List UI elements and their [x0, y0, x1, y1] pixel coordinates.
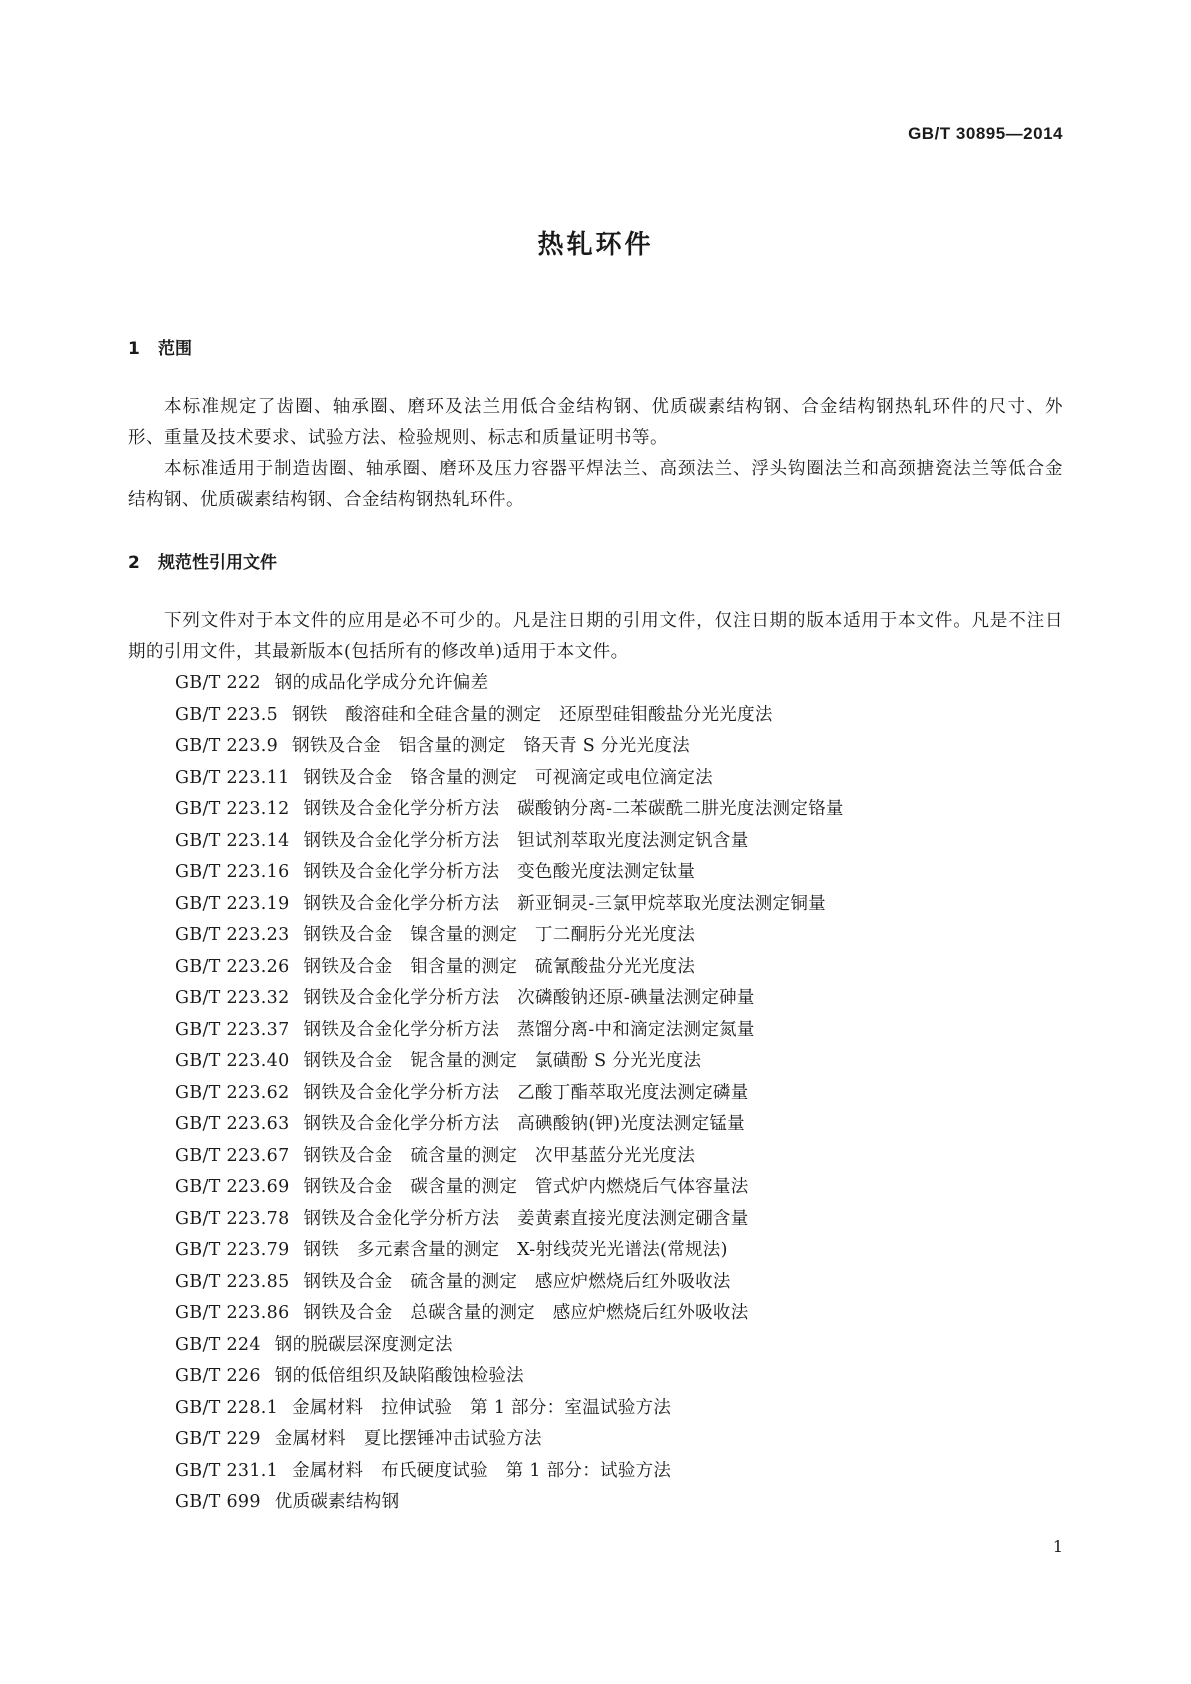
reference-code: GB/T 223.37: [175, 1019, 290, 1040]
reference-item: [175, 668, 844, 700]
reference-title: 钢铁及合金化学分析方法 蒸馏分离-中和滴定法测定氮量: [303, 1019, 755, 1040]
reference-item: [175, 1298, 844, 1330]
reference-title: 钢铁及合金 总碳含量的测定 感应炉燃烧后红外吸收法: [303, 1303, 749, 1323]
reference-title: 钢铁及合金 铬含量的测定 可视滴定或电位滴定法: [303, 767, 713, 788]
reference-title: 钢铁及合金化学分析方法 碳酸钠分离-二苯碳酰二肼光度法测定铬量: [303, 799, 844, 819]
reference-code: GB/T 223.67: [175, 1145, 290, 1166]
reference-code: GB/T 226: [175, 1366, 261, 1386]
reference-code: GB/T 224: [175, 1334, 261, 1355]
section-2-title: 规范性引用文件: [158, 553, 277, 573]
reference-code: GB/T 223.12: [175, 799, 290, 819]
reference-item: [175, 1078, 844, 1110]
section-1-title: 范围: [158, 339, 192, 359]
reference-title: 金属材料 夏比摆锤冲击试验方法: [274, 1429, 542, 1449]
reference-code: GB/T 223.23: [175, 925, 290, 945]
reference-title: 钢的低倍组织及缺陷酸蚀检验法: [274, 1366, 524, 1386]
reference-title: 钢的成品化学成分允许偏差: [274, 673, 489, 693]
section-1-paragraph: 本标准规定了齿圈、轴承圈、磨环及法兰用低合金结构钢、优质碳素结构钢、合金结构钢热轧环件的尺寸、外形、重量及技术要求、试验方法、检验规则、标志和质量证明书等。: [128, 397, 1063, 448]
section-1-paragraph: 本标准适用于制造齿圈、轴承圈、磨环及压力容器平焊法兰、高颈法兰、浮头钩圈法兰和高颈搪瓷法兰等低合金结构钢、优质碳素结构钢、合金结构钢热轧环件。: [128, 459, 1063, 510]
reference-title: 钢铁及合金 硫含量的测定 次甲基蓝分光光度法: [303, 1145, 696, 1166]
reference-item: [175, 1109, 844, 1141]
reference-title: 钢铁及合金化学分析方法 新亚铜灵-三氯甲烷萃取光度法测定铜量: [303, 893, 826, 914]
reference-item: [175, 1235, 844, 1267]
reference-item: [175, 826, 844, 858]
section-2-intro: 下列文件对于本文件的应用是必不可少的。凡是注日期的引用文件，仅注日期的版本适用于本文件。凡是不注日期的引用文件，其最新版本(包括所有的修改单)适用于本文件。: [128, 611, 1063, 662]
reference-item: [175, 763, 844, 795]
reference-title: 钢铁 多元素含量的测定 X-射线荧光光谱法(常规法): [303, 1240, 728, 1260]
reference-item: [175, 1015, 844, 1047]
reference-code: GB/T 223.86: [175, 1303, 290, 1323]
reference-code: GB/T 231.1: [175, 1460, 279, 1481]
reference-code: GB/T 223.78: [175, 1208, 290, 1229]
reference-code: GB/T 223.9: [175, 736, 279, 756]
reference-title: 金属材料 布氏硬度试验 第 1 部分：试验方法: [292, 1460, 672, 1481]
reference-code: GB/T 222: [175, 673, 261, 693]
reference-title: 钢铁及合金化学分析方法 次磷酸钠还原-碘量法测定砷量: [303, 988, 755, 1008]
reference-code: GB/T 223.11: [175, 767, 290, 788]
reference-code: GB/T 223.16: [175, 862, 290, 882]
section-1-heading: [128, 334, 192, 359]
section-2-heading: [128, 548, 277, 573]
reference-title: 钢铁及合金 钼含量的测定 硫氰酸盐分光光度法: [303, 956, 696, 977]
reference-title: 金属材料 拉伸试验 第 1 部分：室温试验方法: [292, 1397, 672, 1418]
reference-code: GB/T 223.85: [175, 1271, 290, 1292]
standard-code: GB/T 30895—2014: [908, 124, 1063, 143]
reference-title: 钢铁及合金 铌含量的测定 氯磺酚 S 分光光度法: [303, 1051, 702, 1071]
document-title: 热轧环件: [537, 230, 654, 260]
reference-item: [175, 1361, 844, 1393]
reference-item: [175, 794, 844, 826]
reference-code: GB/T 699: [175, 1492, 261, 1512]
reference-title: 优质碳素结构钢: [274, 1492, 400, 1512]
section-1-number: 1: [128, 339, 140, 359]
reference-item: [175, 1267, 844, 1299]
reference-code: GB/T 223.79: [175, 1240, 290, 1260]
reference-item: [175, 857, 844, 889]
reference-code: GB/T 223.69: [175, 1177, 290, 1197]
reference-item: [175, 952, 844, 984]
reference-item: [175, 1393, 844, 1425]
reference-title: 钢铁及合金 硫含量的测定 感应炉燃烧后红外吸收法: [303, 1271, 731, 1292]
page-number: 1: [1052, 1537, 1063, 1556]
section-2-number: 2: [128, 553, 140, 573]
reference-code: GB/T 229: [175, 1429, 261, 1449]
reference-item: [175, 889, 844, 921]
reference-list: [175, 668, 844, 1519]
reference-item: [175, 700, 844, 732]
reference-title: 钢铁 酸溶硅和全硅含量的测定 还原型硅钼酸盐分光光度法: [292, 704, 773, 725]
reference-code: GB/T 223.14: [175, 830, 290, 851]
reference-title: 钢的脱碳层深度测定法: [274, 1334, 453, 1355]
reference-title: 钢铁及合金化学分析方法 姜黄素直接光度法测定硼含量: [303, 1208, 749, 1229]
reference-title: 钢铁及合金化学分析方法 乙酸丁酯萃取光度法测定磷量: [303, 1082, 749, 1103]
reference-item: [175, 1172, 844, 1204]
reference-item: [175, 1330, 844, 1362]
reference-code: GB/T 223.26: [175, 956, 290, 977]
reference-item: [175, 1424, 844, 1456]
reference-item: [175, 983, 844, 1015]
reference-title: 钢铁及合金化学分析方法 高碘酸钠(钾)光度法测定锰量: [303, 1114, 745, 1134]
reference-item: [175, 1046, 844, 1078]
reference-item: [175, 1141, 844, 1173]
reference-item: [175, 731, 844, 763]
reference-item: [175, 1204, 844, 1236]
reference-title: 钢铁及合金 碳含量的测定 管式炉内燃烧后气体容量法: [303, 1177, 749, 1197]
reference-title: 钢铁及合金 镍含量的测定 丁二酮肟分光光度法: [303, 925, 696, 945]
reference-code: GB/T 223.32: [175, 988, 290, 1008]
reference-code: GB/T 223.40: [175, 1051, 290, 1071]
reference-code: GB/T 223.19: [175, 893, 290, 914]
reference-item: [175, 1456, 844, 1488]
reference-item: [175, 920, 844, 952]
reference-code: GB/T 228.1: [175, 1397, 279, 1418]
reference-title: 钢铁及合金化学分析方法 变色酸光度法测定钛量: [303, 862, 696, 882]
reference-item: [175, 1487, 844, 1519]
reference-title: 钢铁及合金 铝含量的测定 铬天青 S 分光光度法: [292, 736, 690, 756]
reference-title: 钢铁及合金化学分析方法 钽试剂萃取光度法测定钒含量: [303, 830, 749, 851]
reference-code: GB/T 223.5: [175, 704, 279, 725]
reference-code: GB/T 223.63: [175, 1114, 290, 1134]
reference-code: GB/T 223.62: [175, 1082, 290, 1103]
